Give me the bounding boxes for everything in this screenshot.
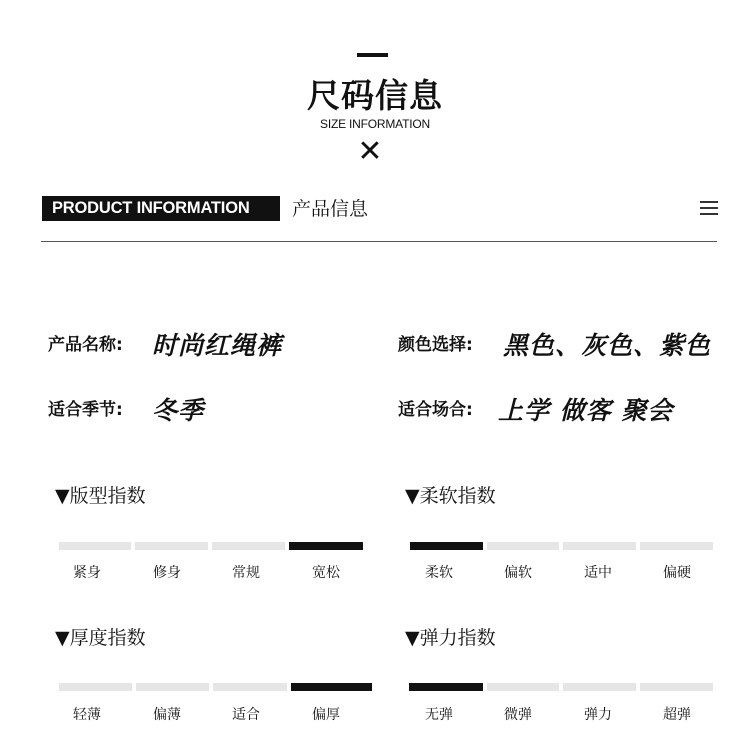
thickness-level-label: 轻薄 — [73, 707, 101, 723]
product-name-value: 时尚红绳裤 — [152, 331, 283, 360]
softness-level-label: 偏软 — [504, 565, 532, 581]
fit-level-label: 常规 — [232, 565, 260, 581]
product-information-badge: PRODUCT INFORMATION — [42, 196, 280, 221]
season-label: 适合季节: — [48, 400, 123, 420]
thickness-level-label: 适合 — [232, 707, 260, 723]
thickness-index-scale — [59, 683, 372, 691]
product-information-title: 产品信息 — [292, 198, 369, 220]
elasticity-level-label: 无弹 — [425, 707, 453, 723]
hamburger-menu-icon[interactable] — [700, 199, 720, 217]
fit-level-label: 宽松 — [312, 565, 340, 581]
thickness-scale-segment — [213, 683, 287, 691]
elasticity-scale-segment — [487, 683, 559, 691]
softness-scale-segment — [410, 542, 483, 550]
elasticity-index-title: ▼弹力指数 — [405, 627, 496, 649]
occasion-label: 适合场合: — [398, 400, 473, 420]
thickness-level-label: 偏厚 — [312, 707, 340, 723]
size-info-subtitle: SIZE INFORMATION — [320, 117, 430, 131]
fit-level-label: 紧身 — [73, 565, 101, 581]
close-icon: ✕ — [357, 134, 383, 169]
product-name-label: 产品名称: — [48, 335, 123, 355]
elasticity-level-label: 超弹 — [663, 707, 691, 723]
thickness-scale-segment — [136, 683, 209, 691]
fit-index-scale — [59, 542, 363, 550]
softness-level-label: 偏硬 — [663, 565, 691, 581]
fit-scale-segment — [59, 542, 131, 550]
fit-level-label: 修身 — [153, 565, 181, 581]
elasticity-scale-segment — [640, 683, 713, 691]
fit-scale-segment — [135, 542, 208, 550]
softness-scale-segment — [563, 542, 636, 550]
softness-index-title: ▼柔软指数 — [405, 485, 496, 507]
header-dash — [357, 53, 388, 57]
fit-scale-segment — [212, 542, 285, 550]
thickness-level-label: 偏薄 — [153, 707, 181, 723]
elasticity-scale-segment — [563, 683, 636, 691]
section-divider — [41, 241, 717, 242]
occasion-value: 上学 做客 聚会 — [498, 396, 674, 425]
size-info-title: 尺码信息 — [307, 76, 443, 115]
season-value: 冬季 — [152, 396, 205, 425]
softness-level-label: 适中 — [584, 565, 612, 581]
elasticity-index-scale — [409, 683, 713, 691]
elasticity-level-label: 微弹 — [504, 707, 532, 723]
color-choice-value: 黑色、灰色、紫色 — [503, 331, 712, 360]
softness-scale-segment — [640, 542, 713, 550]
thickness-scale-segment — [291, 683, 372, 691]
thickness-index-title: ▼厚度指数 — [55, 627, 146, 649]
thickness-scale-segment — [59, 683, 132, 691]
fit-scale-segment — [289, 542, 363, 550]
fit-index-title: ▼版型指数 — [55, 485, 146, 507]
softness-scale-segment — [487, 542, 559, 550]
color-choice-label: 颜色选择: — [398, 335, 473, 355]
elasticity-scale-segment — [409, 683, 483, 691]
elasticity-level-label: 弹力 — [584, 707, 612, 723]
softness-index-scale — [410, 542, 713, 550]
softness-level-label: 柔软 — [425, 565, 453, 581]
